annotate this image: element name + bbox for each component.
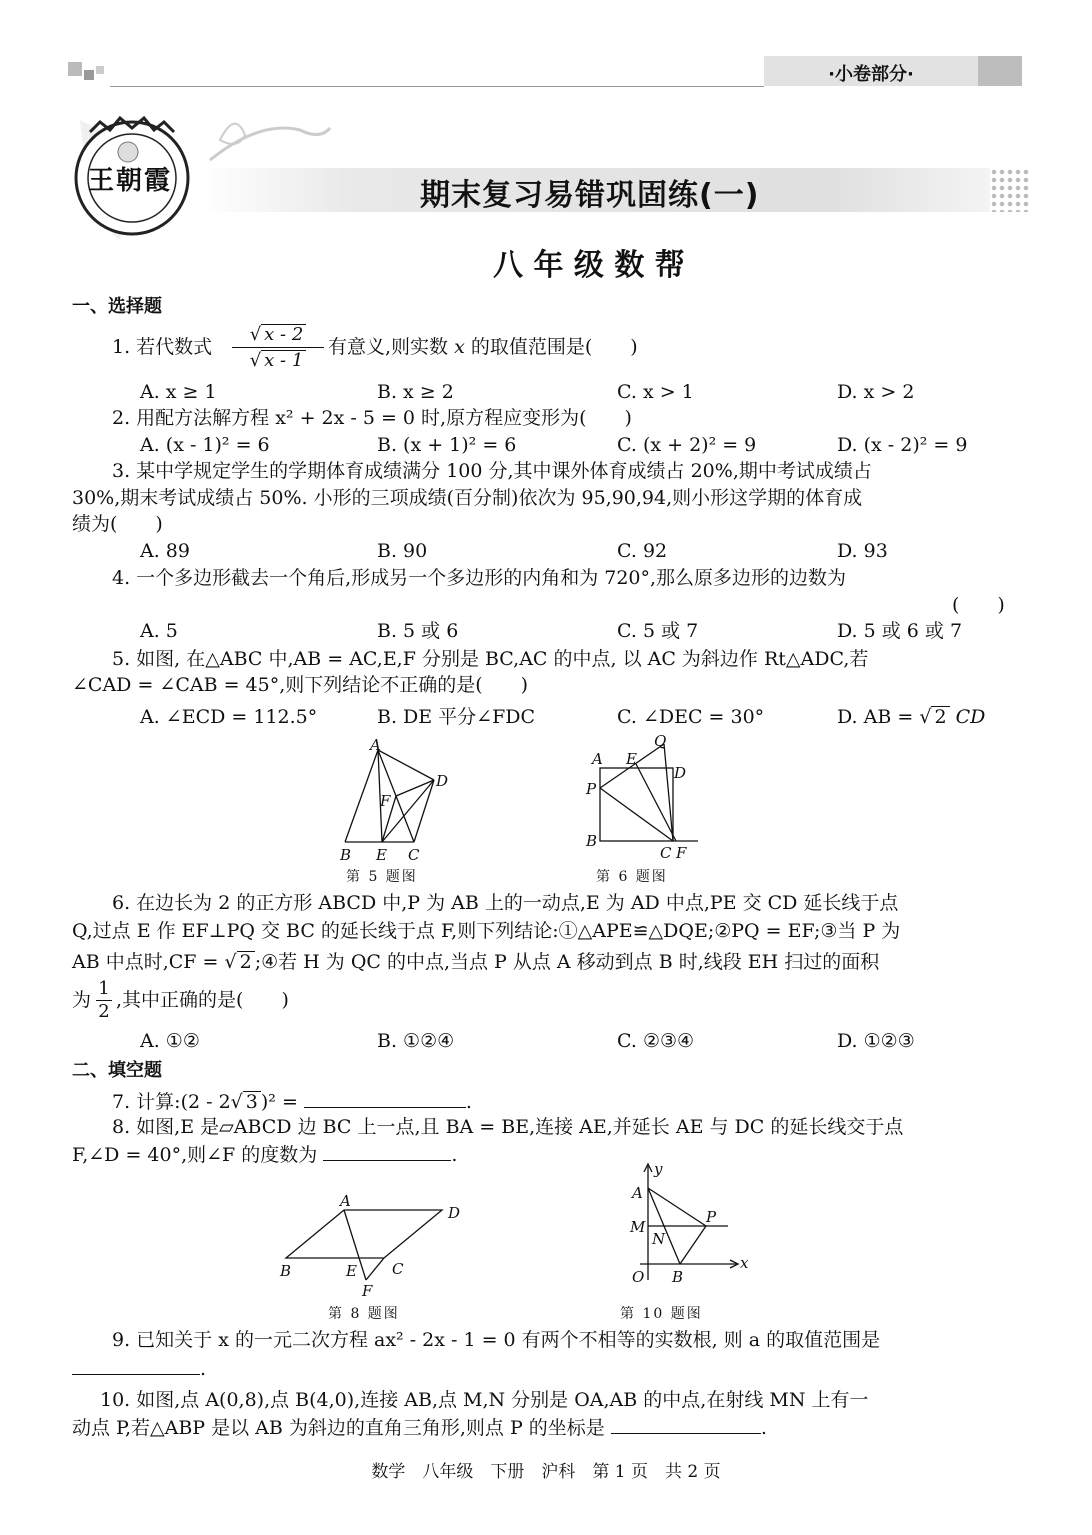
option: C. (x + 2)² = 9 <box>617 434 757 456</box>
option: C. ②③④ <box>617 1030 695 1052</box>
q6-radicand: 2 <box>237 951 255 972</box>
fig5-label: B <box>340 846 352 864</box>
fig6-label: E <box>626 750 637 768</box>
q5-optd-post: CD <box>955 706 986 728</box>
fig8-dc-extension <box>366 1258 384 1280</box>
fig10-seg-bp <box>680 1226 706 1264</box>
fig8-parallelogram <box>286 1210 442 1258</box>
fig10-label: N <box>652 1230 666 1248</box>
q10-answer-blank[interactable] <box>611 1415 761 1434</box>
option: C. 92 <box>617 540 668 562</box>
q8-answer-blank[interactable] <box>323 1142 451 1161</box>
question-6-line <box>72 988 91 1012</box>
q7-pre: 7. 计算:(2 - 2 <box>112 1091 231 1113</box>
fig6-label: A <box>592 750 603 768</box>
q1-numerator: x - 2 <box>261 324 306 345</box>
question-7: 7. 计算:(2 - 2√ 3 )² = . <box>112 1091 472 1113</box>
question-5: 5. 如图, 在△ABC 中,AB = AC,E,F 分别是 BC,AC 的中点, 以 AC 为斜边作 Rt△ADC,若 <box>112 648 869 670</box>
q1-pre: 1. 若代数式 <box>112 336 213 358</box>
fig8-label: E <box>346 1262 357 1280</box>
question-3: 3. 某中学规定学生的学期体育成绩满分 100 分,其中课外体育成绩占 20%,期中考试成绩占 <box>112 460 872 482</box>
fig8-label: B <box>280 1262 292 1280</box>
title-band-dots <box>990 168 1030 212</box>
q5-optd-pre: D. AB = <box>837 706 914 728</box>
fig5-label: C <box>408 846 420 864</box>
option: A. x ≥ 1 <box>140 381 217 403</box>
fig8-label: A <box>340 1192 351 1210</box>
corner-decoration <box>68 62 82 76</box>
option: B. (x + 1)² = 6 <box>377 434 517 456</box>
q7-end: . <box>465 1091 472 1113</box>
section-heading: 一、选择题 <box>72 296 162 317</box>
q6-frac-num: 1 <box>96 978 112 1001</box>
fig6-label: C <box>660 844 672 862</box>
fig10-label: P <box>706 1208 717 1226</box>
fig5-label: D <box>436 772 449 790</box>
q5-optd-radicand: 2 <box>931 706 949 727</box>
fig6-label: D <box>674 764 687 782</box>
option: A. ①② <box>140 1030 200 1052</box>
option: B. 5 或 6 <box>377 620 459 642</box>
section-tag-block <box>978 56 1022 86</box>
question-10: 10. 如图,点 A(0,8),点 B(4,0),连接 AB,点 M,N 分别是 OA,AB 的中点,在射线 MN 上有一 <box>100 1389 869 1411</box>
corner-decoration <box>84 70 94 80</box>
option: A. 5 <box>140 620 178 642</box>
fig8-label: C <box>392 1260 404 1278</box>
fig8-label: D <box>448 1204 461 1222</box>
option: C. ∠DEC = 30° <box>617 706 765 728</box>
q6-line3-a: AB 中点时,CF = <box>72 951 219 973</box>
logo-name: 王朝霞 <box>88 166 173 196</box>
question-9-line <box>72 1356 206 1381</box>
q6-line4-a: 为 <box>72 989 92 1011</box>
fig10-label: O <box>632 1268 645 1286</box>
answer-paren: ( ) <box>952 594 1005 616</box>
fig5-side-dc <box>414 780 434 842</box>
question-4: 4. 一个多边形截去一个角后,形成另一个多边形的内角和为 720°,那么原多边形的边数为 <box>112 567 847 589</box>
q7-answer-blank[interactable] <box>304 1089 466 1108</box>
figure-5 <box>330 738 460 866</box>
page-subtitle: 八 年 级 数 帮 <box>493 248 685 283</box>
option: D. (x - 2)² = 9 <box>837 434 968 456</box>
question-2: 2. 用配方法解方程 x² + 2x - 5 = 0 时,原方程应变形为( ) <box>112 407 632 429</box>
fig5-side-ad <box>378 750 434 780</box>
option: B. x ≥ 2 <box>377 381 454 403</box>
fig10-label: B <box>672 1268 684 1286</box>
corner-decoration <box>96 66 104 74</box>
section-tag-label: ·小卷部分· <box>828 64 914 85</box>
q7-radicand: 3 <box>243 1091 261 1112</box>
question-3-line: 绩为( ) <box>72 513 163 535</box>
option: D. ①②③ <box>837 1030 915 1052</box>
question-5-line: ∠CAD = ∠CAB = 45°,则下列结论不正确的是( ) <box>72 674 529 696</box>
q8-line2: F,∠D = 40°,则∠F 的度数为 <box>72 1144 318 1166</box>
figure-10-caption: 第 10 题图 <box>620 1306 703 1322</box>
option: A. (x - 1)² = 6 <box>140 434 270 456</box>
question-8: 8. 如图,E 是▱ABCD 边 BC 上一点,且 BA = BE,连接 AE,并延长 AE 与 DC 的延长线交于点 <box>112 1116 904 1138</box>
question-9: 9. 已知关于 x 的一元二次方程 ax² - 2x - 1 = 0 有两个不相等的实数根, 则 a 的取值范围是 <box>112 1329 881 1351</box>
q6-fraction <box>96 978 112 1023</box>
question-6: 6. 在边长为 2 的正方形 ABCD 中,P 为 AB 上的一动点,E 为 AD 中点,PE 交 CD 延长线于点 <box>112 892 899 914</box>
figure-5-caption: 第 5 题图 <box>346 869 418 885</box>
q1-var: x <box>454 336 465 358</box>
question-6-line: Q,过点 E 作 EF⊥PQ 交 BC 的延长线于点 F,则下列结论:①△APE≌△DQE;②PQ = EF;③当 P 为 <box>72 920 901 942</box>
fig6-label: P <box>586 780 597 798</box>
q1-post2: 的取值范围是( ) <box>470 336 638 358</box>
fig6-label: F <box>676 844 687 862</box>
fig8-label: F <box>362 1282 373 1300</box>
option: B. 90 <box>377 540 428 562</box>
header-rule <box>110 86 764 87</box>
question-6-line-end: ,其中正确的是( ) <box>116 989 289 1011</box>
figure-6-caption: 第 6 题图 <box>596 869 668 885</box>
section-heading: 二、填空题 <box>72 1060 162 1081</box>
q1-rest <box>328 335 638 359</box>
fig5-seg-df <box>396 780 434 796</box>
q8-end: . <box>451 1144 458 1166</box>
fig10-label: M <box>630 1218 646 1236</box>
option: D. x > 2 <box>837 381 915 403</box>
option: B. ①②④ <box>377 1030 455 1052</box>
q7-post: )² = <box>260 1091 298 1113</box>
fig10-label: A <box>632 1184 643 1202</box>
figure-10 <box>620 1160 760 1290</box>
figure-6 <box>580 732 710 864</box>
option: A. 89 <box>140 540 190 562</box>
fig10-label: x <box>740 1254 749 1272</box>
q1-fraction: √ x - 2 √ x - 1 <box>232 324 324 371</box>
question-1 <box>112 335 212 359</box>
figure-8-caption: 第 8 题图 <box>328 1306 400 1322</box>
page-footer: 数学 八年级 下册 沪科 第 1 页 共 2 页 <box>371 1462 721 1482</box>
q1-denominator: x - 1 <box>261 350 306 371</box>
figure-8 <box>274 1190 474 1302</box>
option-d: D. AB = √ 2 CD <box>837 706 986 728</box>
option: C. x > 1 <box>617 381 694 403</box>
option: D. 5 或 6 或 7 <box>837 620 963 642</box>
question-6-line: AB 中点时,CF = √ 2 ;④若 H 为 QC 的中点,当点 P 从点 A 移动到点 B 时,线段 EH 扫过的面积 <box>72 951 880 973</box>
fig5-label: E <box>376 846 387 864</box>
option: A. ∠ECD = 112.5° <box>140 706 318 728</box>
fig5-side-ab <box>345 750 378 842</box>
question-3-line: 30%,期末考试成绩占 50%. 小形的三项成绩(百分制)依次为 95,90,94,则小形这学期的体育成 <box>72 487 863 509</box>
option: B. DE 平分∠FDC <box>377 706 536 728</box>
fig5-label: A <box>370 738 381 754</box>
fig6-label: B <box>586 832 598 850</box>
fig6-label: Q <box>654 732 667 750</box>
q6-line3-b: ;④若 H 为 QC 的中点,当点 P 从点 A 移动到点 B 时,线段 EH 扫过的面积 <box>254 951 880 973</box>
question-10-line <box>72 1415 767 1440</box>
q10-end: . <box>760 1417 767 1439</box>
fig6-square <box>600 768 673 841</box>
question-8-line <box>72 1142 457 1167</box>
option: D. 93 <box>837 540 888 562</box>
q1-post: 有意义,则实数 <box>328 336 449 358</box>
fig10-label: y <box>654 1160 663 1178</box>
fig5-seg-de <box>382 780 434 842</box>
q10-line2: 动点 P,若△ABP 是以 AB 为斜边的直角三角形,则点 P 的坐标是 <box>72 1417 605 1439</box>
q6-frac-den: 2 <box>98 1001 110 1022</box>
fig5-label: F <box>380 792 391 810</box>
q9-end: . <box>200 1358 207 1380</box>
page-title: 期末复习易错巩固练(一) <box>420 178 760 213</box>
option: C. 5 或 7 <box>617 620 699 642</box>
q9-answer-blank[interactable] <box>72 1356 200 1375</box>
